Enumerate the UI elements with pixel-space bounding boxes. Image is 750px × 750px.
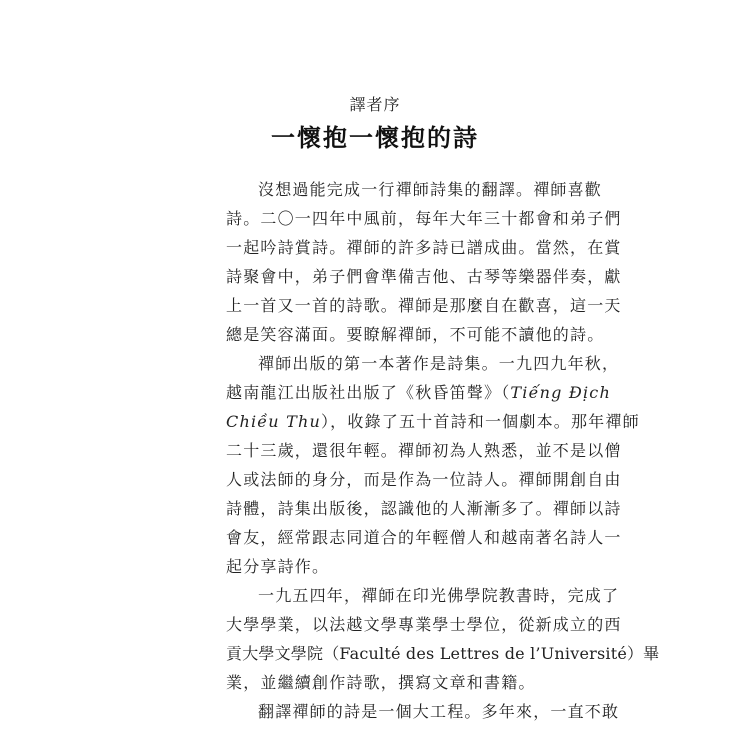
paragraph-1-line-3: 一起吟詩賞詩。禪師的許多詩已譜成曲。當然，在賞 (226, 238, 622, 257)
paragraph-1-line-2: 詩。二〇一四年中風前，每年大年三十都會和弟子們 (226, 209, 622, 228)
preface-label: 譯者序 (349, 95, 401, 114)
paragraph-2-line-2-text: 越南龍江出版社出版了《秋昏笛聲》（ (226, 383, 511, 402)
paragraph-4-line-1: 翻譯禪師的詩是一個大工程。多年來，一直不敢 (258, 702, 620, 721)
paragraph-2-line-7: 會友，經常跟志同道合的年輕僧人和越南著名詩人一 (226, 528, 622, 547)
paragraph-2-line-4: 二十三歲，還很年輕。禪師初為人熟悉，並不是以僧 (226, 441, 622, 460)
paragraph-1-line-1: 沒想過能完成一行禪師詩集的翻譯。禪師喜歡 (258, 180, 603, 199)
paragraph-2-line-6: 詩體，詩集出版後，認識他的人漸漸多了。禪師以詩 (226, 499, 622, 518)
paragraph-2-line-3-text: ），收錄了五十首詩和一個劇本。那年禪師 (320, 412, 640, 431)
paragraph-2-line-5: 人或法師的身分，而是作為一位詩人。禪師開創自由 (226, 470, 622, 489)
paragraph-3-line-4: 業，並繼續創作詩歌，撰寫文章和書籍。 (226, 673, 536, 692)
preface-title: 一懷抱一懷抱的詩 (271, 123, 479, 152)
paragraph-1-line-4: 詩聚會中，弟子們會準備吉他、古琴等樂器伴奏，獻 (226, 267, 622, 286)
paragraph-3-line-3: 貢大學文學院（Faculté des Lettres de l’Université）畢 (226, 644, 660, 663)
paragraph-3-line-2: 大學學業，以法越文學專業學士學位，從新成立的西 (226, 615, 622, 634)
paragraph-2-line-8: 起分享詩作。 (226, 557, 330, 576)
paragraph-2-line-3 (226, 412, 640, 432)
paragraph-3-line-1: 一九五四年，禪師在印光佛學院教書時，完成了 (258, 586, 620, 605)
book-title-vietnamese-part-1: Tiếng Địch (510, 383, 611, 402)
paragraph-1-line-5: 上一首又一首的詩歌。禪師是那麼自在歡喜，這一天 (226, 296, 622, 315)
paragraph-2-line-2 (226, 383, 611, 403)
paragraph-1-line-6: 總是笑容滿面。要瞭解禪師，不可能不讀他的詩。 (226, 325, 605, 344)
paragraph-2-line-1: 禪師出版的第一本著作是詩集。一九四九年秋， (258, 354, 620, 373)
book-title-vietnamese-part-2: Chiều Thu (226, 412, 321, 431)
